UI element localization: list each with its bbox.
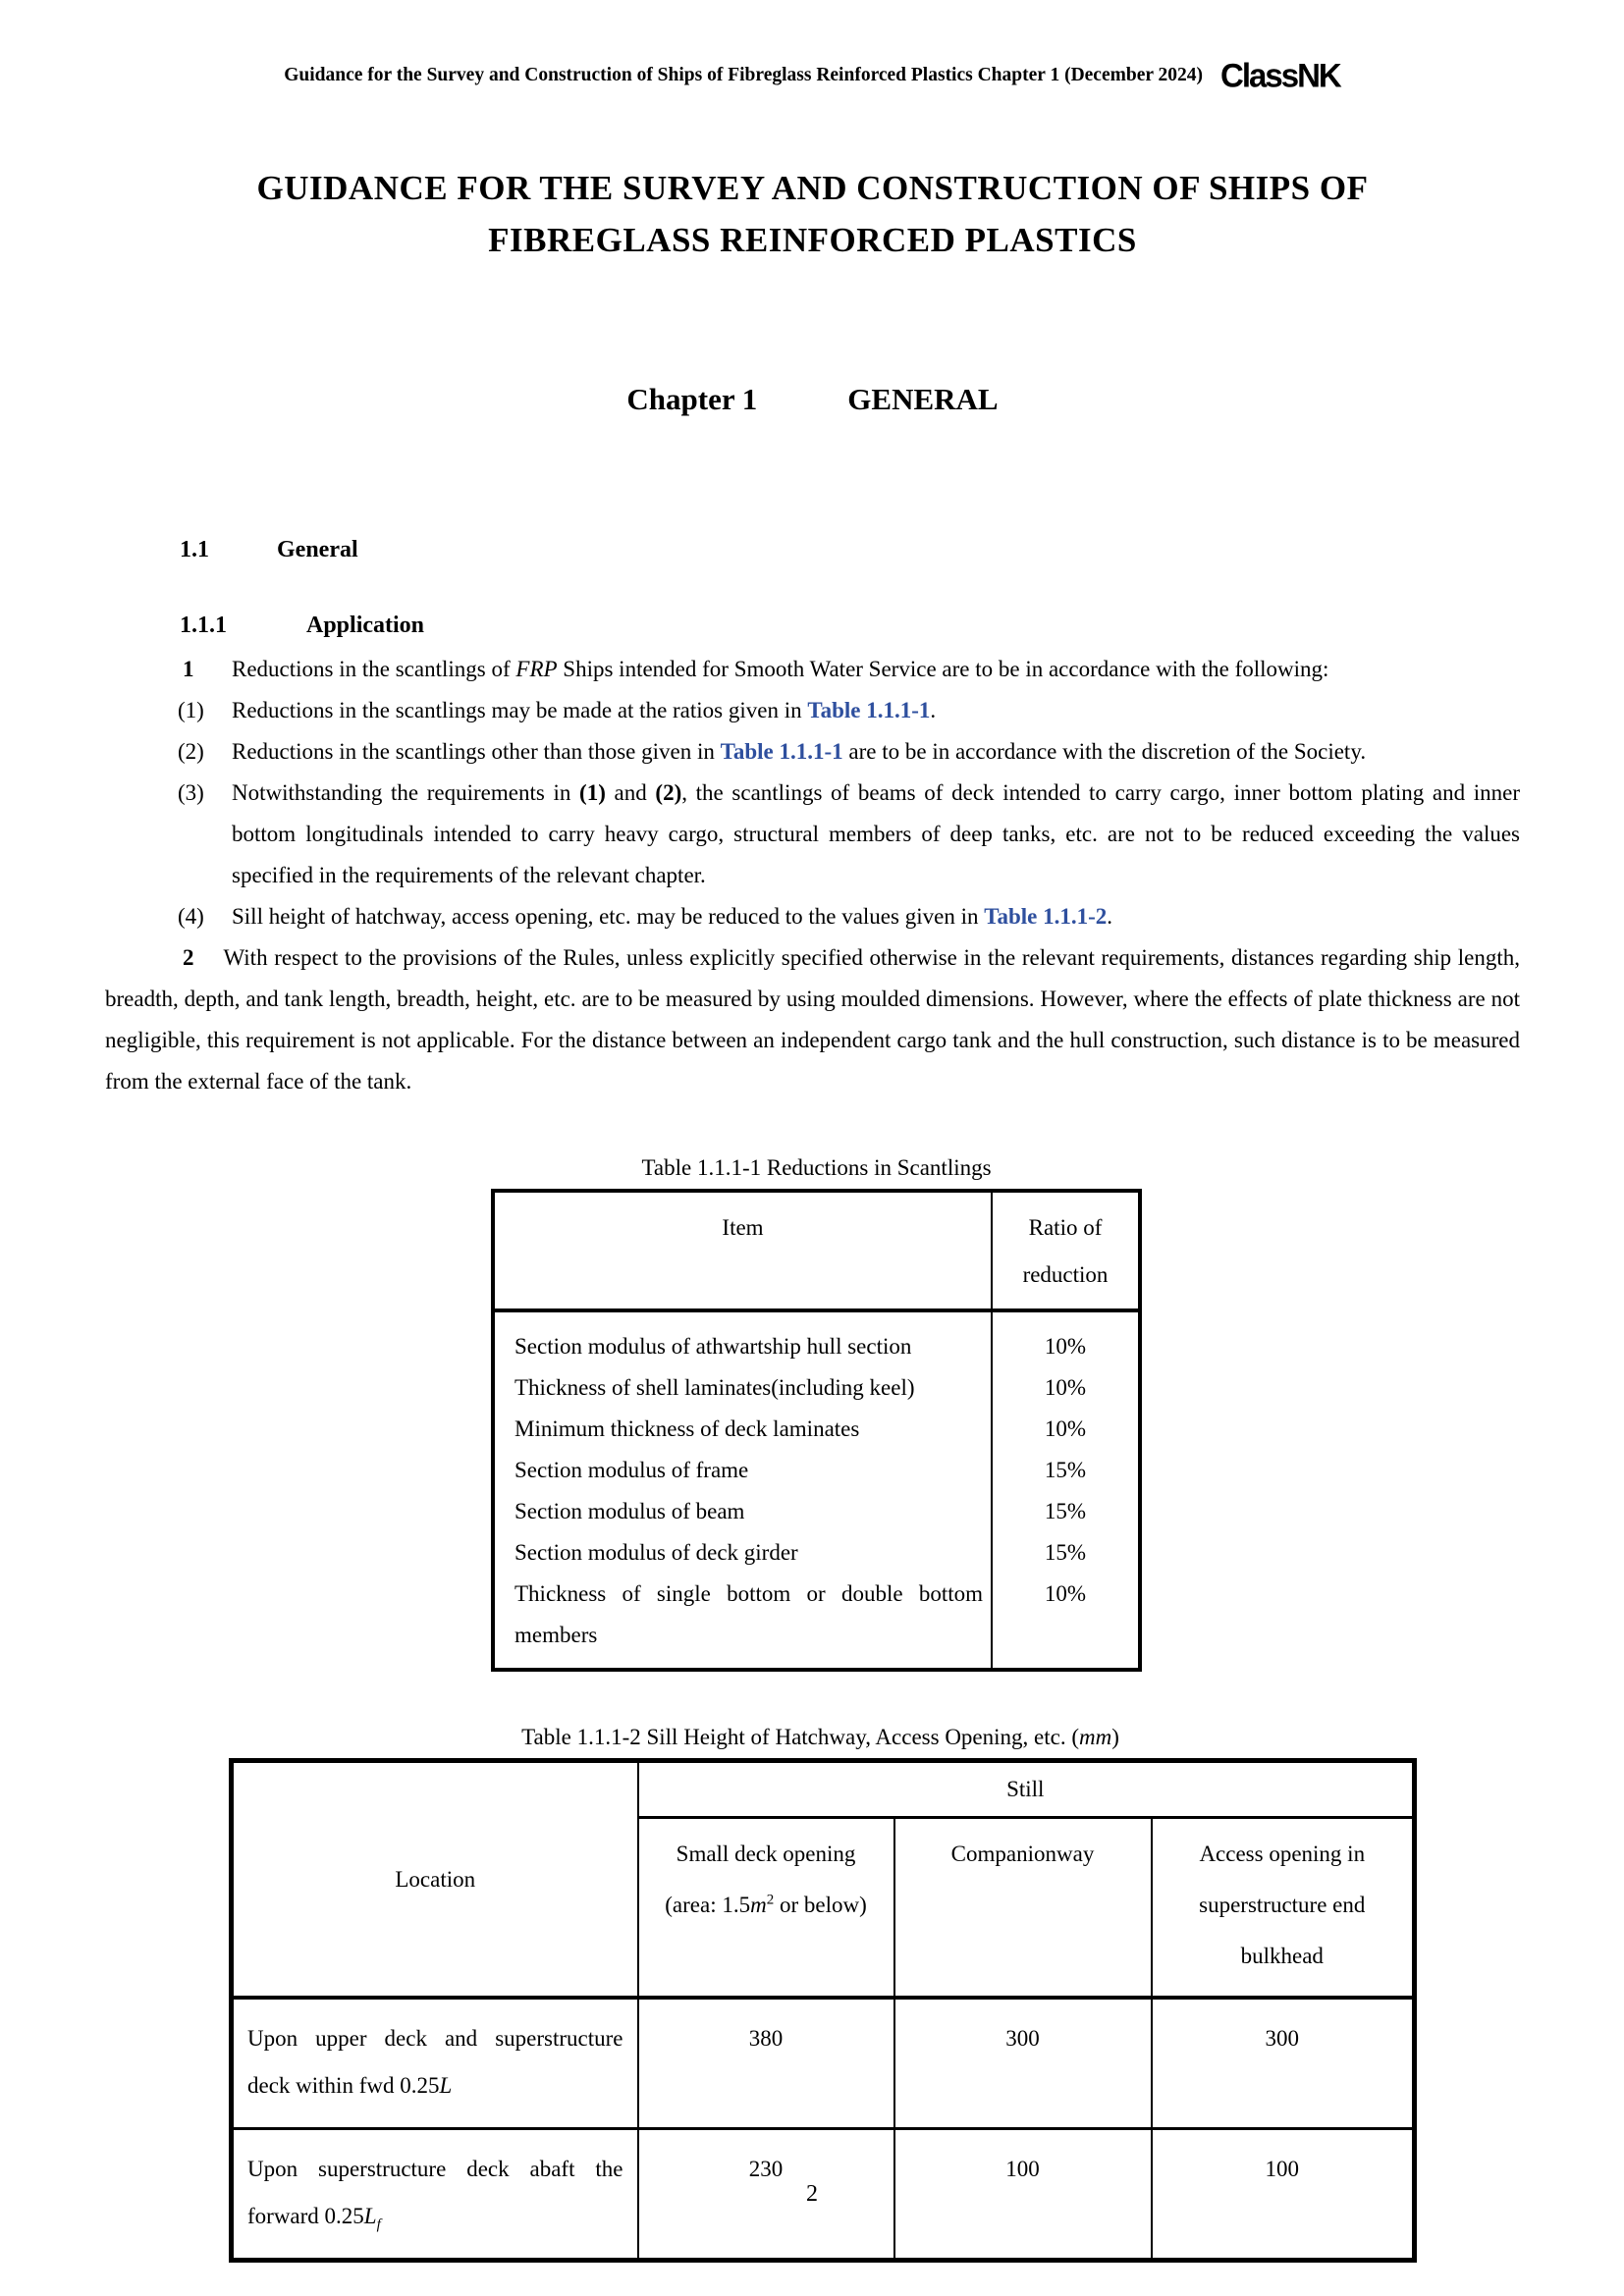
section-number: 1.1 [180,537,209,562]
small-deck-opening-line1: Small deck opening [676,1842,856,1866]
paragraph-1 [105,649,1520,690]
table-2-caption-text: Table 1.1.1-2 Sill Height of Hatchway, Access Opening, etc. ( [521,1725,1079,1749]
table-2-still-row [232,1761,1415,1818]
table-2-small-value-cell: 230 [638,2129,894,2261]
table-1-item-cell: Thickness of single bottom or double bottom members [514,1581,983,1647]
table-row [493,1574,1140,1670]
section-title: General [277,537,358,562]
list-item-4-text-b: . [1107,904,1112,929]
classnk-logo: ClassNK [1220,56,1340,94]
table-1-ratio-cell: 10% [992,1574,1140,1670]
paragraph-1-text-a: Reductions in the scantlings of [232,657,516,681]
table-2-caption-suffix: ) [1111,1725,1119,1749]
list-item-3-text-c: , the scantlings of beams of deck intended to carry cargo, inner bottom plating and inner bottom longitudinals intended to carry heavy cargo, structural members of deep tanks, etc. are not to be reduced exceeding the values specified in the requirements of the relevant chapter. [232,780,1520,887]
table-1-ratio-cell: 15% [992,1450,1140,1491]
document-title [105,163,1520,266]
paragraph-2 [105,937,1520,1102]
list-item-2-text-a: Reductions in the scantlings other than those given in [232,739,721,764]
frp-abbr: FRP [515,657,558,681]
list-item-1-text-b: . [930,698,937,722]
table-1-header-row [493,1191,1140,1310]
table-1-item-cell: Section modulus of frame [514,1458,749,1482]
table-1-ratio-cell: 15% [992,1532,1140,1574]
list-item-3-bold-ref-2: (2) [655,780,682,805]
page-content [0,163,1624,2263]
list-item-1-text-a: Reductions in the scantlings may be made at the ratios given in [232,698,808,722]
table-1-1-1-1-reference-link[interactable]: Table 1.1.1-1 [807,698,931,722]
table-2-location-cell [232,1998,638,2129]
table-1-item-cell: Section modulus of beam [514,1499,745,1523]
table-2-caption-unit: mm [1079,1725,1112,1749]
table-1-ratio-cell: 10% [992,1310,1140,1367]
table-1-ratio-cell: 10% [992,1409,1140,1450]
list-item-3-text-b: and [605,780,656,805]
table-row [493,1409,1140,1450]
body-text-block [105,649,1520,1102]
subsection-number: 1.1.1 [180,613,227,638]
table-1-item-cell: Thickness of shell laminates(including keel) [514,1375,915,1400]
table-1-item-cell: Section modulus of athwartship hull section [514,1334,912,1359]
table-row [493,1532,1140,1574]
table-1-ratio-cell: 15% [992,1491,1140,1532]
paragraph-2-text: With respect to the provisions of the Rules, unless explicitly specified otherwise in the relevant requirements, distances regarding ship length, breadth, depth, and tank length, breadth, height, etc. are to be measured by using moulded dimensions. However, where the effects of plate thickness are not negligible, this requirement is not applicable. For the distance between an independent cargo tank and the hull construction, such distance is to be measured from the external face of the tank. [105,945,1520,1094]
list-item-3 [105,773,1520,896]
running-header [0,0,1624,94]
paragraph-1-text-b: Ships intended for Smooth Water Service are to be in accordance with the following: [557,657,1329,681]
subsection-title: Application [306,613,425,638]
table-row [493,1491,1140,1532]
list-item-3-number: (3) [178,780,204,805]
table-2-companionway-header: Companionway [894,1818,1152,1999]
table-1-1-1-2-reference-link[interactable]: Table 1.1.1-2 [984,904,1108,929]
subsection-heading-1-1-1 [105,613,1520,639]
table-2-caption [229,1723,1412,1752]
chapter-label: Chapter 1 [626,382,758,416]
table-1-header-ratio-line1: Ratio of [1028,1215,1103,1240]
location-1-text: Upon upper deck and superstructure deck within fwd 0.25 [247,2026,623,2098]
location-2-text: Upon superstructure deck abaft the forward 0.25 [247,2157,623,2228]
small-deck-opening-line2a: (area: 1.5 [665,1893,751,1917]
list-item-4-text-a: Sill height of hatchway, access opening, etc. may be reduced to the values given in [232,904,985,929]
table-2-small-deck-opening-header [638,1818,894,1999]
list-item-2-number: (2) [178,739,204,764]
table-2-companionway-value-cell: 300 [894,1998,1152,2129]
chapter-heading [105,382,1520,417]
paragraph-2-number: 2 [183,945,194,970]
table-1-1-1-1-reference-link[interactable]: Table 1.1.1-1 [720,739,843,764]
location-1-length-symbol: L [439,2073,453,2098]
table-1-caption: Table 1.1.1-1 Reductions in Scantlings [641,1155,992,1180]
list-item-3-bold-ref-1: (1) [579,780,606,805]
document-title-line2: FIBREGLASS REINFORCED PLASTICS [488,220,1137,259]
chapter-title: GENERAL [847,382,999,416]
table-1-item-cell: Minimum thickness of deck laminates [514,1416,860,1441]
list-item-4 [105,896,1520,937]
small-deck-opening-var: m [750,1893,767,1917]
table-row [493,1367,1140,1409]
small-deck-opening-line2b: or below) [774,1893,867,1917]
list-item-1-number: (1) [178,698,204,722]
table-1-header-ratio [992,1191,1140,1310]
table-1-header-item: Item [493,1191,992,1310]
table-2-access-opening-header: Access opening in superstructure end bulkhead [1152,1818,1415,1999]
table-2-access-value-cell: 300 [1152,1998,1415,2129]
table-row [493,1310,1140,1367]
table-row [493,1450,1140,1491]
table-2-access-value-cell: 100 [1152,2129,1415,2261]
location-2-length-symbol: L [363,2204,377,2228]
table-2-location-header: Location [232,1761,638,1999]
table-1-ratio-cell: 10% [992,1367,1140,1409]
reductions-in-scantlings-table [491,1189,1142,1672]
page-number: 2 [806,2181,818,2207]
table-2-small-value-cell: 380 [638,1998,894,2129]
list-item-4-number: (4) [178,904,204,929]
small-deck-opening-sup: 2 [766,1892,775,1908]
list-item-2 [105,731,1520,773]
list-item-3-text-a: Notwithstanding the requirements in [232,780,580,805]
list-item-2-text-b: are to be in accordance with the discretion of the Society. [842,739,1367,764]
section-heading-1-1 [105,537,1520,563]
location-2-length-subscript: f [376,2216,381,2233]
list-item-1 [105,690,1520,731]
running-header-text: Guidance for the Survey and Construction of Ships of Fibreglass Reinforced Plastics Chapter 1 (December 2024) [284,65,1204,85]
table-row [232,1998,1415,2129]
paragraph-1-number: 1 [183,657,194,681]
table-2-still-header: Still [638,1761,1415,1818]
table-2-companionway-value-cell: 100 [894,2129,1152,2261]
document-title-line1: GUIDANCE FOR THE SURVEY AND CONSTRUCTION OF SHIPS OF [256,169,1369,207]
table-1-header-ratio-line2: reduction [1022,1262,1109,1287]
table-1-item-cell: Section modulus of deck girder [514,1540,798,1565]
